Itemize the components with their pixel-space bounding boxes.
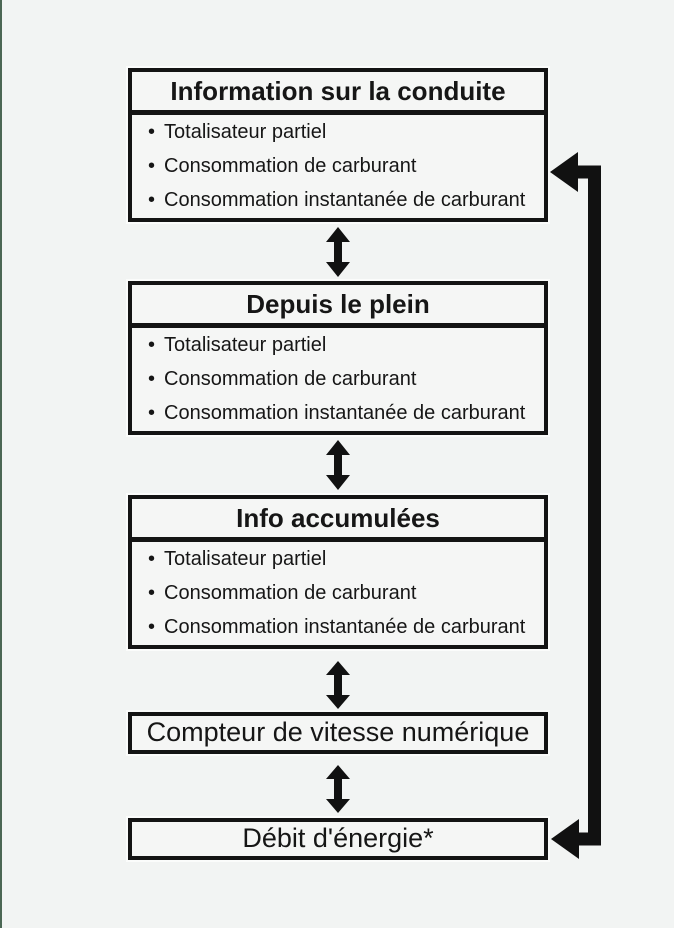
menu-item-list <box>132 542 544 645</box>
up-down-arrow-icon <box>325 661 351 709</box>
menu-item-list <box>132 115 544 218</box>
bullet-icon: • <box>148 616 156 639</box>
menu-item-label: Totalisateur partiel <box>164 547 327 570</box>
bullet-icon: • <box>148 581 156 604</box>
up-down-arrow-icon <box>325 440 351 490</box>
bullet-icon: • <box>148 154 156 177</box>
loop-return-arrow-icon <box>548 140 618 880</box>
up-down-arrow-icon <box>325 765 351 813</box>
menu-item <box>148 402 544 425</box>
bullet-icon: • <box>148 189 156 212</box>
menu-title: Info accumulées <box>132 499 544 542</box>
screen-box-debit-energie <box>128 818 548 860</box>
menu-item-label: Totalisateur partiel <box>164 120 327 143</box>
bullet-icon: • <box>148 367 156 390</box>
bullet-icon: • <box>148 333 156 356</box>
bullet-icon: • <box>148 547 156 570</box>
menu-item-list <box>132 328 544 431</box>
menu-title: Information sur la conduite <box>132 72 544 115</box>
menu-item-label: Totalisateur partiel <box>164 333 327 356</box>
menu-item <box>148 334 544 357</box>
menu-box-info-accumulees <box>128 495 548 649</box>
menu-item <box>148 121 544 144</box>
menu-item <box>148 368 544 391</box>
menu-item <box>148 155 544 178</box>
screen-label: Débit d'énergie* <box>242 823 434 853</box>
menu-item <box>148 548 544 571</box>
menu-item <box>148 616 544 639</box>
menu-box-information-conduite <box>128 68 548 222</box>
menu-title: Depuis le plein <box>132 285 544 328</box>
menu-item-label: Consommation instantanée de carburant <box>164 189 526 212</box>
screen-box-compteur-vitesse <box>128 712 548 754</box>
bullet-icon: • <box>148 402 156 425</box>
menu-item-label: Consommation de carburant <box>164 367 417 390</box>
menu-item-label: Consommation instantanée de carburant <box>164 402 526 425</box>
menu-box-depuis-le-plein <box>128 281 548 435</box>
menu-item-label: Consommation instantanée de carburant <box>164 616 526 639</box>
bullet-icon: • <box>148 120 156 143</box>
screen-label: Compteur de vitesse numérique <box>146 717 530 747</box>
menu-item-label: Consommation de carburant <box>164 154 417 177</box>
left-edge-line <box>0 0 2 928</box>
menu-item <box>148 189 544 212</box>
menu-item-label: Consommation de carburant <box>164 581 417 604</box>
up-down-arrow-icon <box>325 227 351 277</box>
menu-item <box>148 582 544 605</box>
